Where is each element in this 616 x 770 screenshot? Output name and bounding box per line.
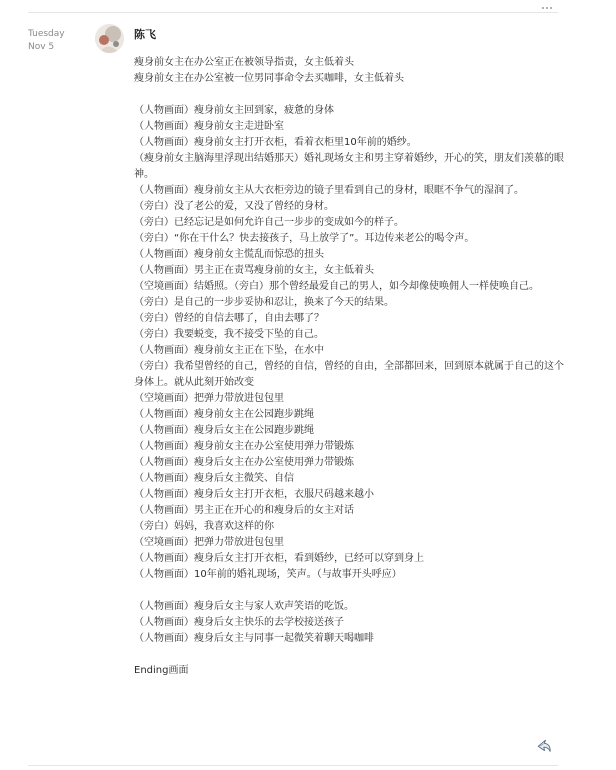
paragraph-gap <box>134 647 564 663</box>
message-line: （人物画面）男主正在责骂瘦身前的女主，女主低着头 <box>134 265 374 276</box>
message-line: （人物画面）瘦身后女主在办公室使用弹力带锻炼 <box>134 457 354 468</box>
message-line: （旁白）已经忘记是如何允许自己一步步的变成如今的样子。 <box>134 217 404 228</box>
top-divider <box>28 12 558 13</box>
message-line: （人物画面）瘦身前女主走进卧室 <box>134 121 284 132</box>
message-line: （旁白）是自己的一步步妥协和忍让，换来了今天的结果。 <box>134 297 394 308</box>
message-line: （人物画面）瘦身前女主在公园跑步跳绳 <box>134 409 314 420</box>
message-line: （人物画面）瘦身前女主慌乱而惊恐的扭头 <box>134 249 324 260</box>
bottom-divider <box>28 765 558 766</box>
message-line: （人物画面）10年前的婚礼现场，笑声。（与故事开头呼应） <box>134 569 402 580</box>
message-line: （人物画面）瘦身后女主微笑、自信 <box>134 473 294 484</box>
message-line: （旁白）我要蜕变，我不接受下坠的自己。 <box>134 329 324 340</box>
reply-icon[interactable] <box>536 738 552 754</box>
message-line: （空境画面）结婚照。（旁白）那个曾经最爱自己的男人，如今却像使唤佣人一样使唤自己。 <box>134 281 539 292</box>
message-body <box>134 55 564 679</box>
message-line: （人物画面）瘦身后女主在公园跑步跳绳 <box>134 425 314 436</box>
more-options-icon[interactable] <box>538 2 556 12</box>
message-line: （人物画面）瘦身后女主与家人欢声笑语的吃饭。 <box>134 601 354 612</box>
message-line: （人物画面）瘦身前女主回到家，疲惫的身体 <box>134 105 334 116</box>
paragraph-gap <box>134 87 564 103</box>
message-line: （旁白）“你在干什么？快去接孩子，马上放学了”。耳边传来老公的喝令声。 <box>134 233 475 244</box>
message-line: （人物画面）瘦身后女主打开衣柜，衣服尺码越来越小 <box>134 489 374 500</box>
message-line: （旁白）曾经的自信去哪了，自由去哪了？ <box>134 313 324 324</box>
paragraph-gap <box>134 583 564 599</box>
message-line: （人物画面）瘦身前女主从大衣柜旁边的镜子里看到自己的身材，眼眶不争气的湿润了。 <box>134 185 524 196</box>
message-line: （旁白）我希望曾经的自己，曾经的自信，曾经的自由，全部都回来，回到原本就属于自己的这个身体上。就从此刻开始改变 <box>134 361 564 388</box>
avatar-image <box>95 24 124 53</box>
message-day: Tuesday <box>28 29 65 39</box>
message-date <box>28 28 65 54</box>
message-line: （人物画面）瘦身前女主在办公室使用弹力带锻炼 <box>134 441 354 452</box>
message-line: （人物画面）瘦身后女主打开衣柜，看到婚纱，已经可以穿到身上 <box>134 553 424 564</box>
message-line: （人物画面）瘦身前女主打开衣柜，看着衣柜里10年前的婚纱。 <box>134 137 417 148</box>
avatar[interactable] <box>95 24 124 53</box>
sender-name[interactable]: 陈飞 <box>134 28 156 41</box>
message-line: （旁白）妈妈，我喜欢这样的你 <box>134 521 274 532</box>
message-line: （空境画面）把弹力带放进包包里 <box>134 393 284 404</box>
message-line: （人物画面）瘦身后女主与同事一起微笑着聊天喝咖啡 <box>134 633 374 644</box>
message-line: （瘦身前女主脑海里浮现出结婚那天）婚礼现场女主和男主穿着婚纱，开心的笑，朋友们羡慕的眼神。 <box>134 153 564 180</box>
message-line: （人物画面）瘦身后女主快乐的去学校接送孩子 <box>134 617 344 628</box>
message-line: 瘦身前女主在办公室正在被领导指责，女主低着头 <box>134 57 354 68</box>
message-line: （旁白）没了老公的爱，又没了曾经的身材。 <box>134 201 334 212</box>
message-line: Ending画面 <box>134 665 189 676</box>
message-day-date: Nov 5 <box>28 42 55 52</box>
message-line: （人物画面）瘦身前女主正在下坠，在水中 <box>134 345 324 356</box>
message-line: （人物画面）男主正在开心的和瘦身后的女主对话 <box>134 505 354 516</box>
message-line: 瘦身前女主在办公室被一位男同事命令去买咖啡，女主低着头 <box>134 73 404 84</box>
message-line: （空境画面）把弹力带放进包包里 <box>134 537 284 548</box>
